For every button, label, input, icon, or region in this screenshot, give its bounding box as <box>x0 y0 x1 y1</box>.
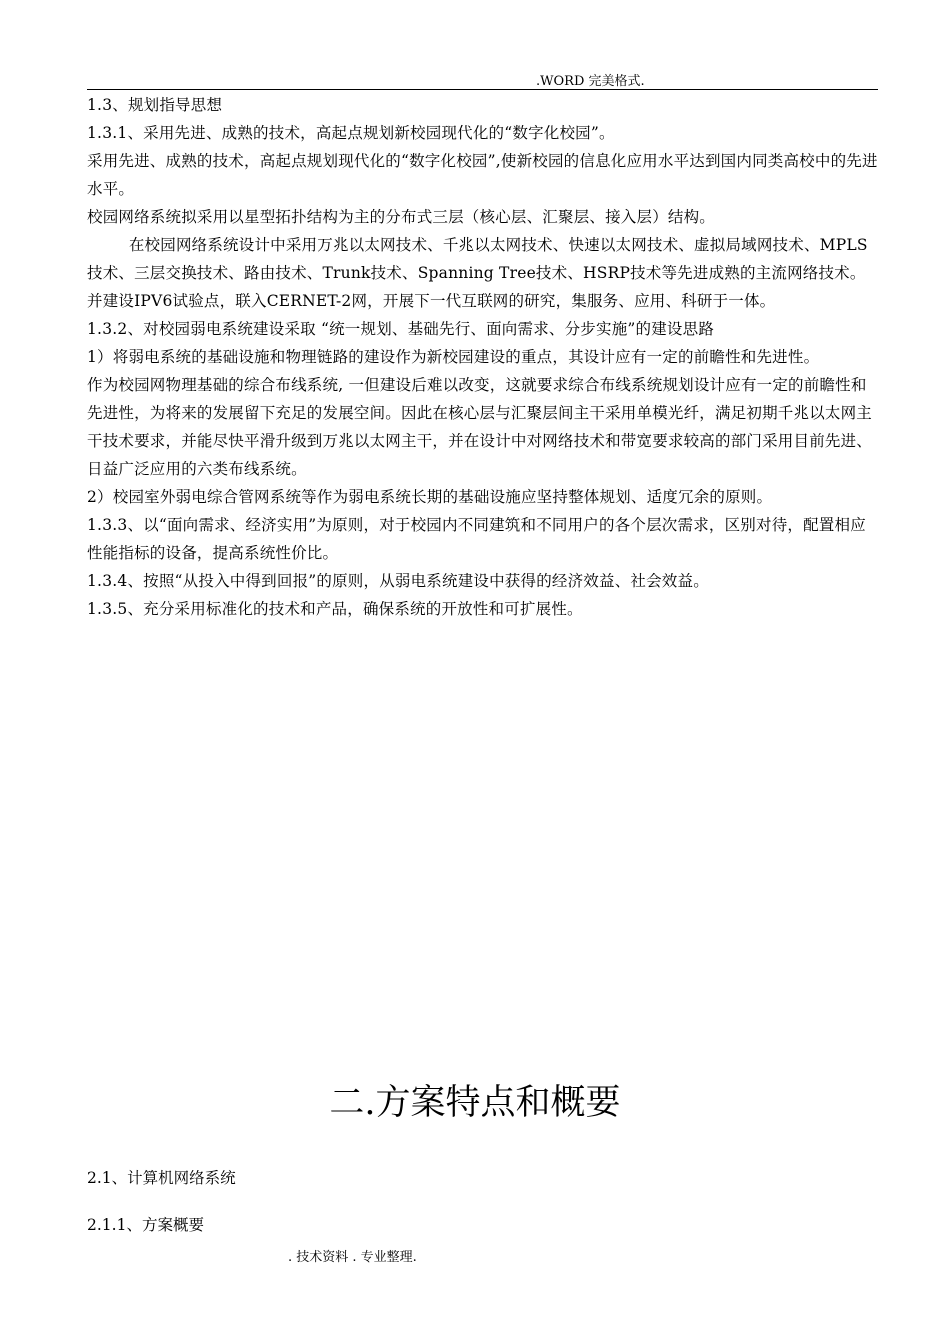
header-rule <box>87 89 878 90</box>
section-heading-1-3-3: 1.3.3、以“面向需求、经济实用”为原则，对于校园内不同建筑和不同用户的各个层次需求，区别对待，配置相应性能指标的设备，提高系统性价比。 <box>87 516 866 562</box>
section-heading-1-3-1: 1.3.1、采用先进、成熟的技术，高起点规划新校园现代化的“数字化校园”。 <box>87 124 615 142</box>
section-heading-1-3: 1.3、规划指导思想 <box>87 96 223 114</box>
chapter-title: 二.方案特点和概要 <box>329 1083 621 1123</box>
paragraph-network-technologies: 在校园网络系统设计中采用万兆以太网技术、千兆以太网技术、快速以太网技术、虚拟局域网技术、MPLS技术、三层交换技术、路由技术、Trunk技术、Spanning Tree技术、HSRP技术等先进成熟的主流网络技术。并建设IPV6试验点，联入CERNET-2网，开展下一代互联网的研究，集服务、应用、科研于一体。 <box>87 236 868 310</box>
section-heading-1-3-5: 1.3.5、充分采用标准化的技术和产品，确保系统的开放性和可扩展性。 <box>87 600 583 618</box>
section-heading-2-1-1: 2.1.1、方案概要 <box>87 1216 204 1234</box>
document-body <box>87 91 878 623</box>
paragraph-digital-campus: 采用先进、成熟的技术，高起点规划现代化的“数字化校园”,使新校园的信息化应用水平达到国内同类高校中的先进水平。 <box>87 152 878 198</box>
list-item-1: 1）将弱电系统的基础设施和物理链路的建设作为新校园建设的重点，其设计应有一定的前瞻性和先进性。 <box>87 348 820 366</box>
paragraph-cabling-system: 作为校园网物理基础的综合布线系统, 一但建设后难以改变，这就要求综合布线系统规划设计应有一定的前瞻性和先进性，为将来的发展留下充足的发展空间。因此在核心层与汇聚层间主干采用单模光纤，满足初期千兆以太网主干技术要求，并能尽快平滑升级到万兆以太网主干，并在设计中对网络技术和带宽要求较高的部门采用目前先进、日益广泛应用的六类布线系统。 <box>87 376 873 478</box>
list-item-2: 2）校园室外弱电综合管网系统等作为弱电系统长期的基础设施应坚持整体规划、适度冗余的原则。 <box>87 488 773 506</box>
paragraph-topology: 校园网络系统拟采用以星型拓扑结构为主的分布式三层（核心层、汇聚层、接入层）结构。 <box>87 208 716 226</box>
section-heading-1-3-2: 1.3.2、对校园弱电系统建设采取 “统一规划、基础先行、面向需求、分步实施”的建设思路 <box>87 320 715 338</box>
section-heading-2-1: 2.1、计算机网络系统 <box>87 1169 236 1187</box>
page-footer-text: . 技术资料 . 专业整理. <box>288 1250 417 1265</box>
section-heading-1-3-4: 1.3.4、按照“从投入中得到回报”的原则，从弱电系统建设中获得的经济效益、社会效益。 <box>87 572 709 590</box>
page-header-text: .WORD 完美格式. <box>536 74 645 89</box>
